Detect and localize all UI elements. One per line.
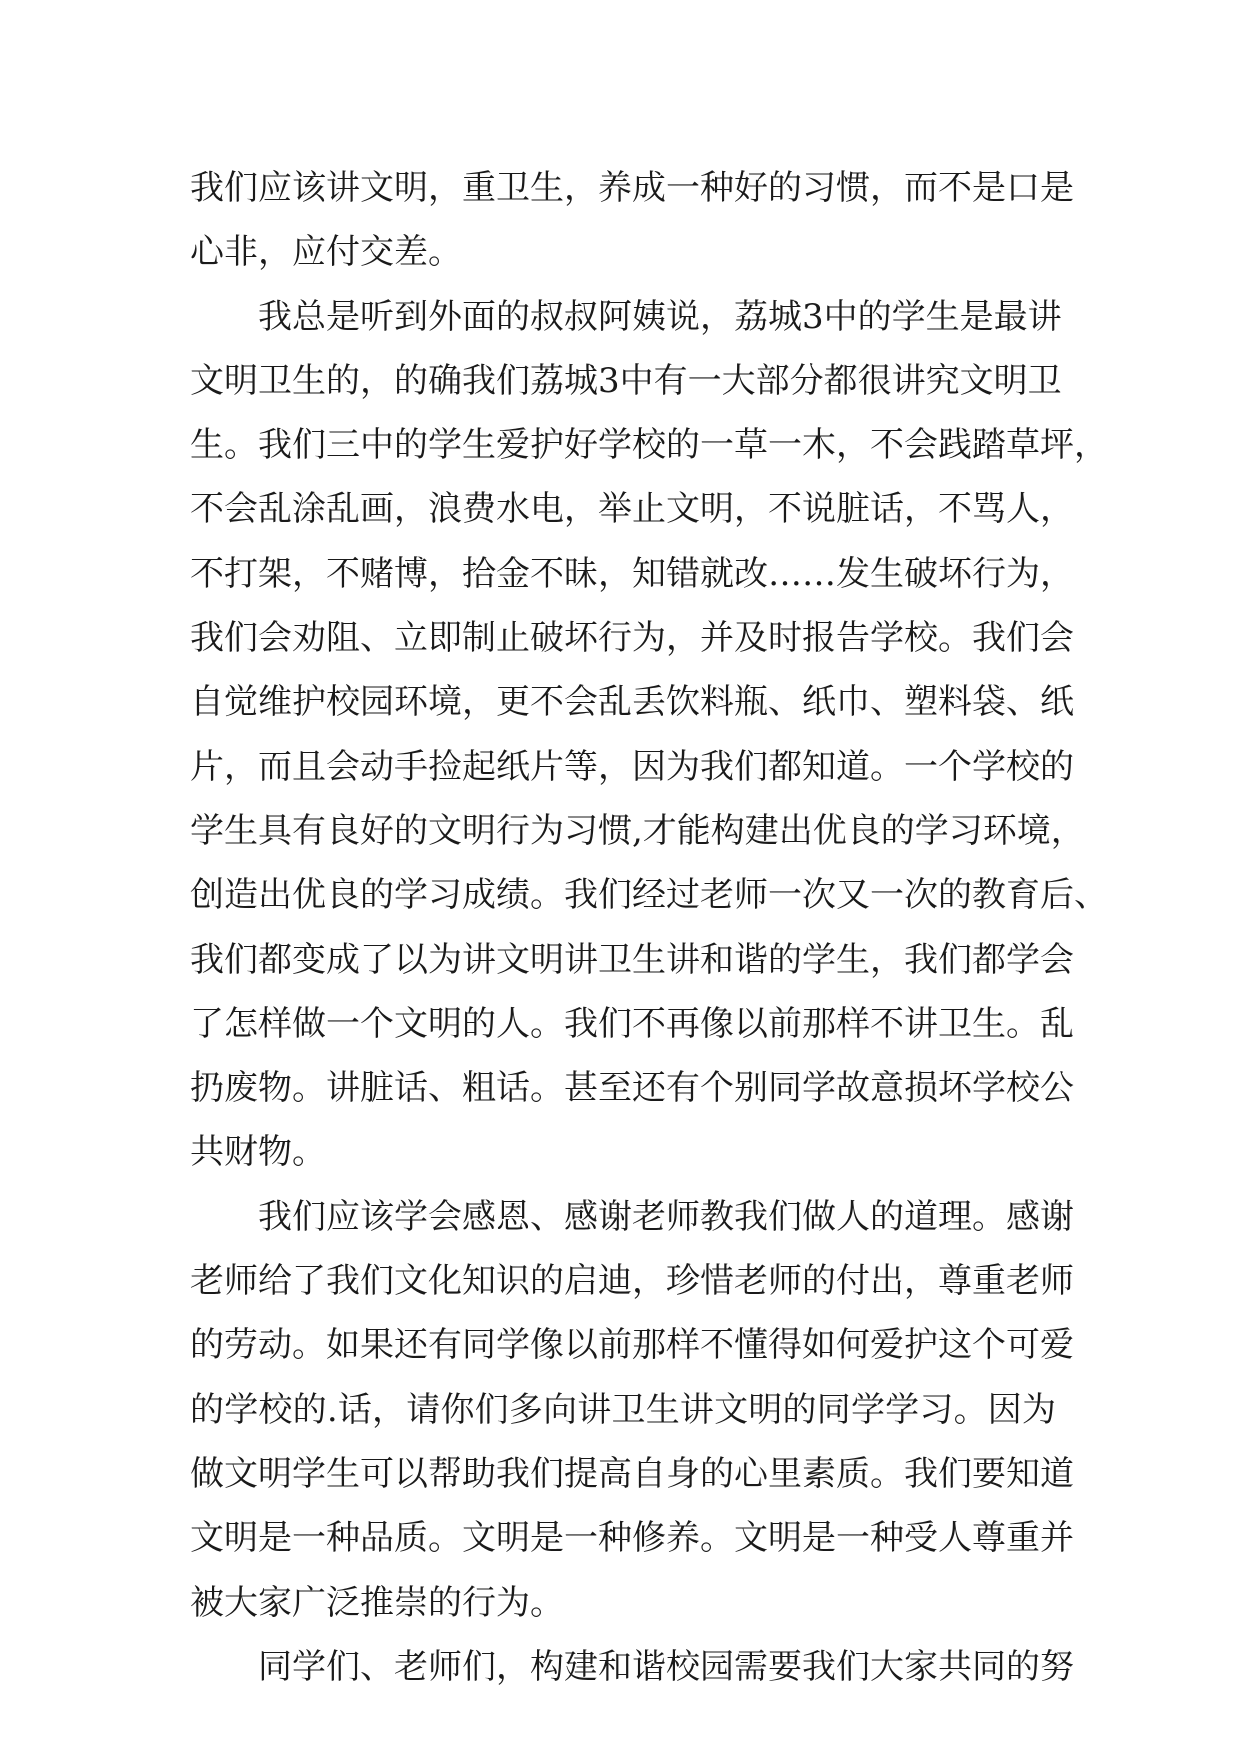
text-line: 片，而且会动手捡起纸片等，因为我们都知道。一个学校的 — [190, 746, 1074, 787]
text-line: 共财物。 — [190, 1132, 326, 1173]
text-line: 生。我们三中的学生爱护好学校的一草一木，不会践踏草坪， — [190, 425, 1108, 466]
text-line: 心非，应付交差。 — [190, 232, 462, 273]
text-line: 学生具有良好的文明行为习惯,才能构建出优良的学习环境， — [190, 810, 1085, 851]
body-text — [190, 156, 1108, 1699]
text-line: 老师给了我们文化知识的启迪，珍惜老师的付出，尊重老师 — [190, 1261, 1074, 1302]
text-line: 做文明学生可以帮助我们提高自身的心里素质。我们要知道 — [190, 1453, 1074, 1494]
text-line: 我们应该讲文明，重卫生，养成一种好的习惯，而不是口是 — [190, 168, 1074, 208]
text-line: 创造出优良的学习成绩。我们经过老师一次又一次的教育后、 — [190, 875, 1108, 916]
text-line: 不会乱涂乱画，浪费水电，举止文明，不说脏话，不骂人， — [190, 489, 1074, 530]
text-line: 自觉维护校园环境，更不会乱丢饮料瓶、纸巾、塑料袋、纸 — [190, 682, 1074, 723]
text-line: 我们会劝阻、立即制止破坏行为，并及时报告学校。我们会 — [190, 618, 1074, 659]
text-line: 被大家广泛推崇的行为。 — [190, 1582, 564, 1623]
text-line: 我总是听到外面的叔叔阿姨说，荔城3中的学生是最讲 — [258, 296, 1062, 337]
text-line: 文明卫生的，的确我们荔城3中有一大部分都很讲究文明卫 — [190, 360, 1062, 401]
text-line: 文明是一种品质。文明是一种修养。文明是一种受人尊重并 — [190, 1518, 1074, 1559]
text-line: 扔废物。讲脏话、粗话。甚至还有个别同学故意损坏学校公 — [190, 1068, 1074, 1109]
text-line: 不打架，不赌博，拾金不昧，知错就改……发生破坏行为， — [190, 553, 1074, 594]
text-line: 同学们、老师们，构建和谐校园需要我们大家共同的努 — [258, 1646, 1074, 1687]
text-line: 我们都变成了以为讲文明讲卫生讲和谐的学生，我们都学会 — [190, 939, 1074, 980]
text-line: 我们应该学会感恩、感谢老师教我们做人的道理。感谢 — [258, 1196, 1074, 1237]
text-line: 的学校的.话，请你们多向讲卫生讲文明的同学学习。因为 — [190, 1389, 1056, 1430]
text-line: 的劳动。如果还有同学像以前那样不懂得如何爱护这个可爱 — [190, 1325, 1074, 1366]
text-line: 了怎样做一个文明的人。我们不再像以前那样不讲卫生。乱 — [190, 1003, 1074, 1044]
